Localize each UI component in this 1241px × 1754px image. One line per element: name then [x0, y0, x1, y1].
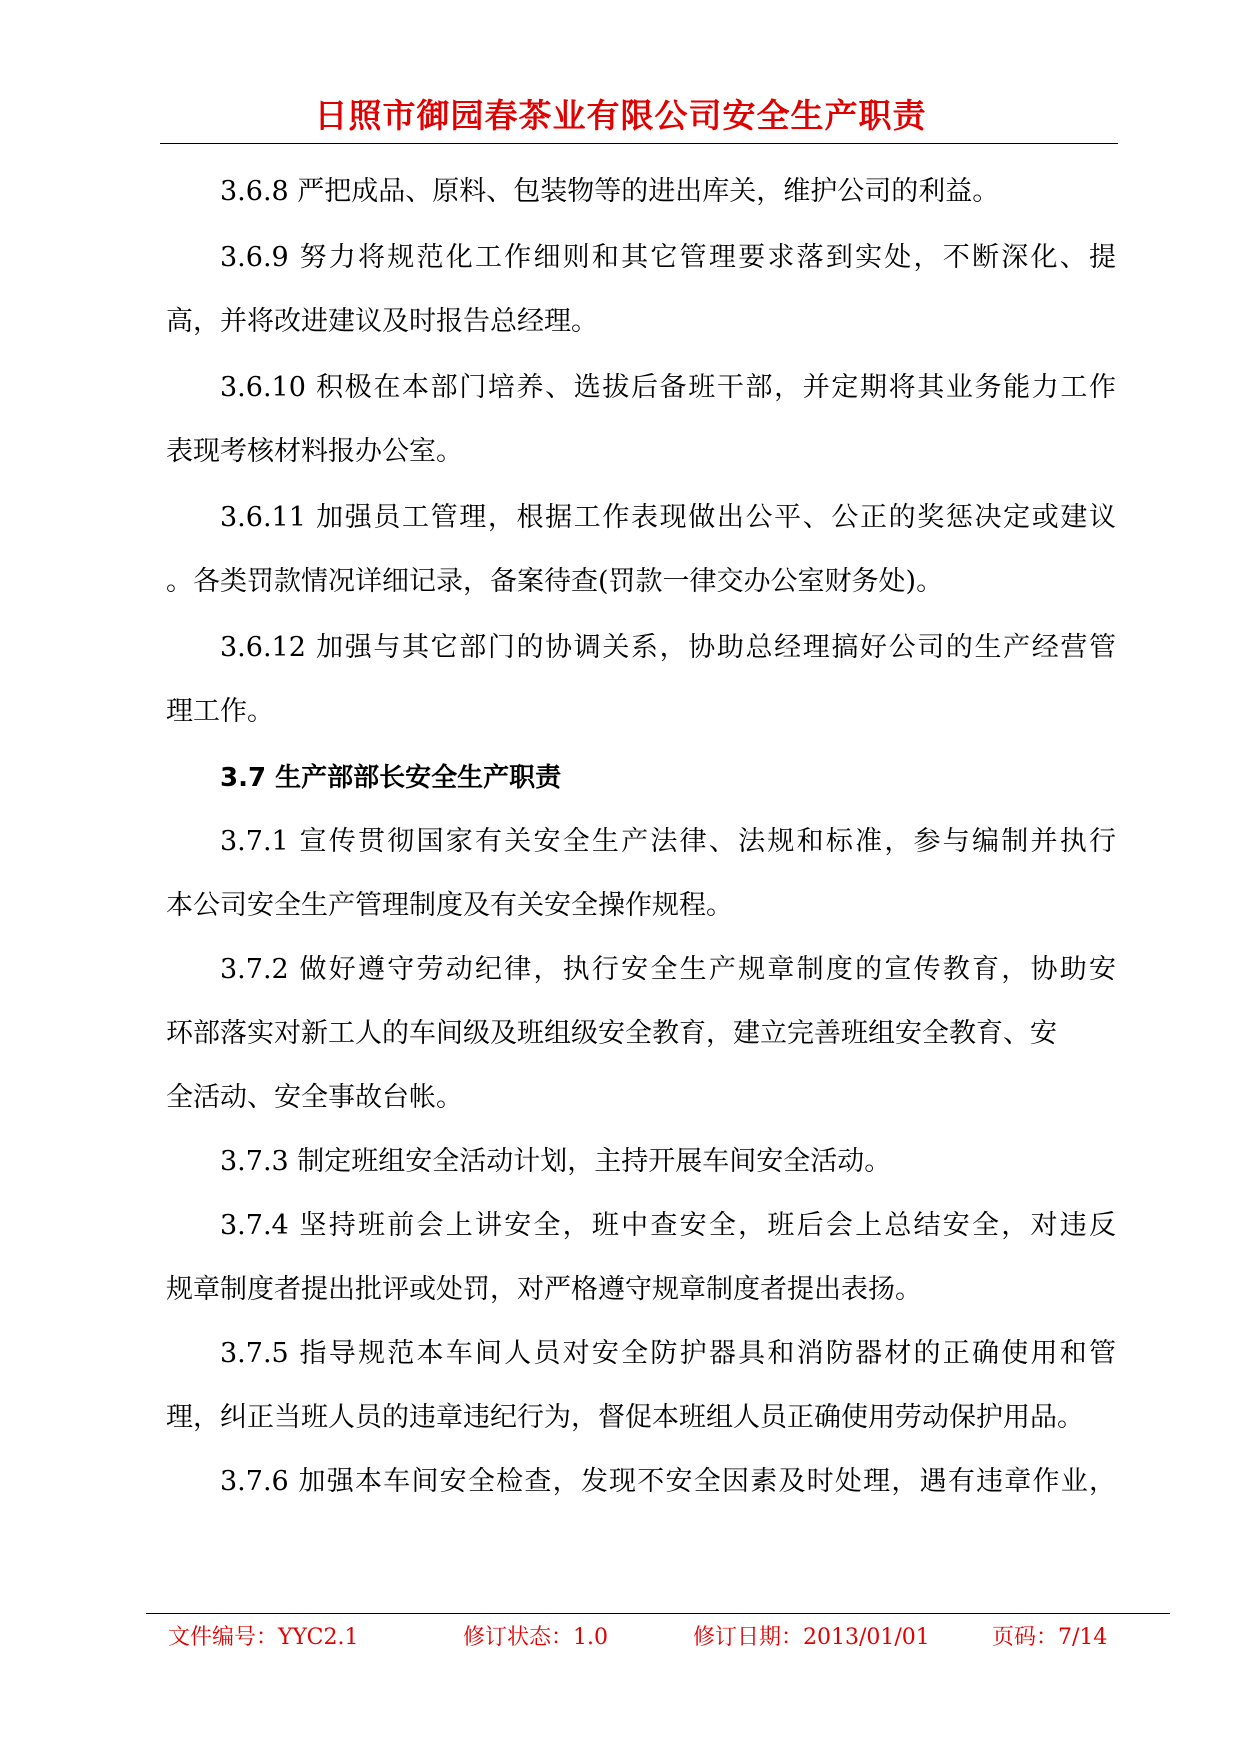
- paragraph-3-6-12: [166, 616, 1116, 744]
- paragraph-line: 3.7.3 制定班组安全活动计划，主持开展车间安全活动。: [220, 1146, 892, 1177]
- paragraph-3-6-11: [166, 486, 1116, 614]
- paragraph-line: 3.7.2 做好遵守劳动纪律，执行安全生产规章制度的宣传教育，协助安: [220, 954, 1116, 985]
- paragraph-line: 3.7.6 加强本车间安全检查，发现不安全因素及时处理，遇有违章作业，: [220, 1466, 1116, 1497]
- footer-doc-number: 文件编号：YYC2.1: [168, 1625, 359, 1650]
- paragraph-3-7-5: [166, 1322, 1116, 1450]
- paragraph-line: 表现考核材料报办公室。: [166, 436, 463, 467]
- paragraph-line: 理，纠正当班人员的违章违纪行为，督促本班组人员正确使用劳动保护用品。: [166, 1402, 1084, 1433]
- paragraph-line: 3.7.4 坚持班前会上讲安全，班中查安全，班后会上总结安全，对违反: [220, 1210, 1116, 1241]
- paragraph-3-6-10: [166, 356, 1116, 484]
- paragraph-3-7-4: [166, 1194, 1116, 1322]
- footer-revision-status: 修订状态：1.0: [463, 1625, 608, 1650]
- paragraph-line: 3.7.5 指导规范本车间人员对安全防护器具和消防器材的正确使用和管: [220, 1338, 1116, 1369]
- paragraph-line: 高，并将改进建议及时报告总经理。: [166, 306, 598, 337]
- paragraph-3-7-3: [166, 1130, 1116, 1194]
- header-rule: [160, 143, 1118, 144]
- document-body: [166, 160, 1116, 1514]
- paragraph-line: 规章制度者提出批评或处罚，对严格遵守规章制度者提出表扬。: [166, 1274, 922, 1305]
- paragraph-3-6-8: [166, 160, 1116, 224]
- paragraph-3-6-9: [166, 226, 1116, 354]
- page-header-title: 日照市御园春茶业有限公司安全生产职责: [314, 96, 927, 135]
- paragraph-3-7-6: [166, 1450, 1116, 1514]
- paragraph-3-7-1: [166, 810, 1116, 938]
- page-footer: [0, 1621, 1241, 1655]
- paragraph-line: 理工作。: [166, 696, 274, 727]
- paragraph-line: 3.6.8 严把成品、原料、包装物等的进出库关，维护公司的利益。: [220, 176, 1000, 207]
- paragraph-line: 本公司安全生产管理制度及有关安全操作规程。: [166, 890, 733, 921]
- paragraph-line: 全活动、安全事故台帐。: [166, 1082, 463, 1113]
- paragraph-line: 3.7.1 宣传贯彻国家有关安全生产法律、法规和标准，参与编制并执行: [220, 826, 1116, 857]
- paragraph-line: 。各类罚款情况详细记录，备案待查(罚款一律交办公室财务处)。: [166, 566, 944, 597]
- footer-page-number: 页码：7/14: [992, 1625, 1108, 1650]
- paragraph-line: 3.6.10 积极在本部门培养、选拔后备班干部，并定期将其业务能力工作: [220, 372, 1116, 403]
- paragraph-line: 3.6.9 努力将规范化工作细则和其它管理要求落到实处，不断深化、提: [220, 242, 1116, 273]
- footer-revision-date: 修订日期：2013/01/01: [693, 1625, 930, 1650]
- footer-rule: [146, 1613, 1170, 1614]
- section-heading: 3.7 生产部部长安全生产职责: [220, 763, 562, 793]
- paragraph-line: 3.6.11 加强员工管理，根据工作表现做出公平、公正的奖惩决定或建议: [220, 502, 1116, 533]
- paragraph-3-7-2: [166, 938, 1116, 1130]
- paragraph-line: 3.6.12 加强与其它部门的协调关系，协助总经理搞好公司的生产经营管: [220, 632, 1116, 663]
- paragraph-line: 环部落实对新工人的车间级及班组级安全教育，建立完善班组安全教育、安: [166, 1018, 1057, 1049]
